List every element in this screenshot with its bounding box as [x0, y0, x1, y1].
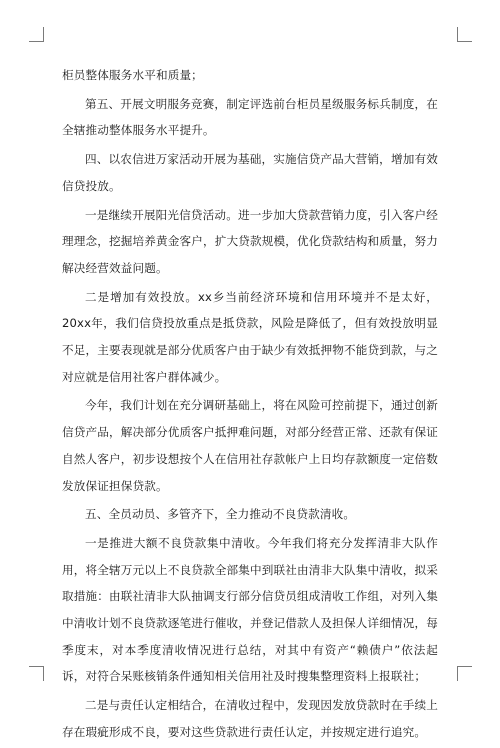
- paragraph: 第五、开展文明服务竞赛，制定评选前台柜员星级服务标兵制度，在全辖推动整体服务水平提升。: [62, 96, 438, 138]
- paragraph: 四、以农信进万家活动开展为基础，实施信贷产品大营销，增加有效信贷投放。: [62, 152, 438, 193]
- paragraph: 今年，我们计划在充分调研基础上，将在风险可控前提下，通过创新信贷产品，解决部分优质客户抵押难问题，对部分经营正常、还款有保证自然人客户，初步设想按个人在信用社存款帐户上日均存款额度一定倍数发放保证担保贷款。: [62, 398, 438, 493]
- paragraph: 柜员整体服务水平和质量；: [62, 68, 203, 82]
- paragraph: 五、全员动员、多管齐下，全力推动不良贷款清收。: [85, 507, 356, 522]
- crop-mark-bottom-right: [457, 666, 472, 681]
- crop-mark-top-left: [29, 27, 44, 42]
- paragraph: 一是推进大额不良贷款集中清收。今年我们将充分发挥清非大队作用，将全辖万元以上不良贷款全部集中到联社由清非大队集中清收，拟采取措施：由联社清非大队抽调支行部分信贷员组成清收工作组，对列入集中清收计划不良贷款逐笔进行催收，并登记借款人及担保人详细情况，每季度末，对本季度清收情况进行总结，对其中有资产“赖债户”依法起诉，对符合呆账核销条件通知相关信用社及时搜集整理资料上报联社；: [62, 535, 438, 684]
- crop-mark-top-right: [457, 27, 472, 42]
- paragraph: 二是增加有效投放。xx乡当前经济环境和信用环境并不是太好，20xx年，我们信贷投放重点是抵贷款，风险是降低了，但有效投放明显不足，主要表现就是部分优质客户由于缺少有效抵押物不能贷到款，与之对应就是信用社客户群体减少。: [62, 289, 438, 384]
- document-body: [62, 62, 438, 748]
- paragraph: 二是与责任认定相结合，在清收过程中，发现因发放贷款时在手续上存在瑕疵形成不良，要对这些贷款进行责任认定，并按规定进行追究。: [62, 698, 438, 739]
- paragraph: 一是继续开展阳光信贷活动。进一步加大贷款营销力度，引入客户经理理念，挖掘培养黄金客户，扩大贷款规模，优化贷款结构和质量，努力解决经营效益问题。: [62, 207, 438, 275]
- crop-mark-bottom-left: [29, 666, 44, 681]
